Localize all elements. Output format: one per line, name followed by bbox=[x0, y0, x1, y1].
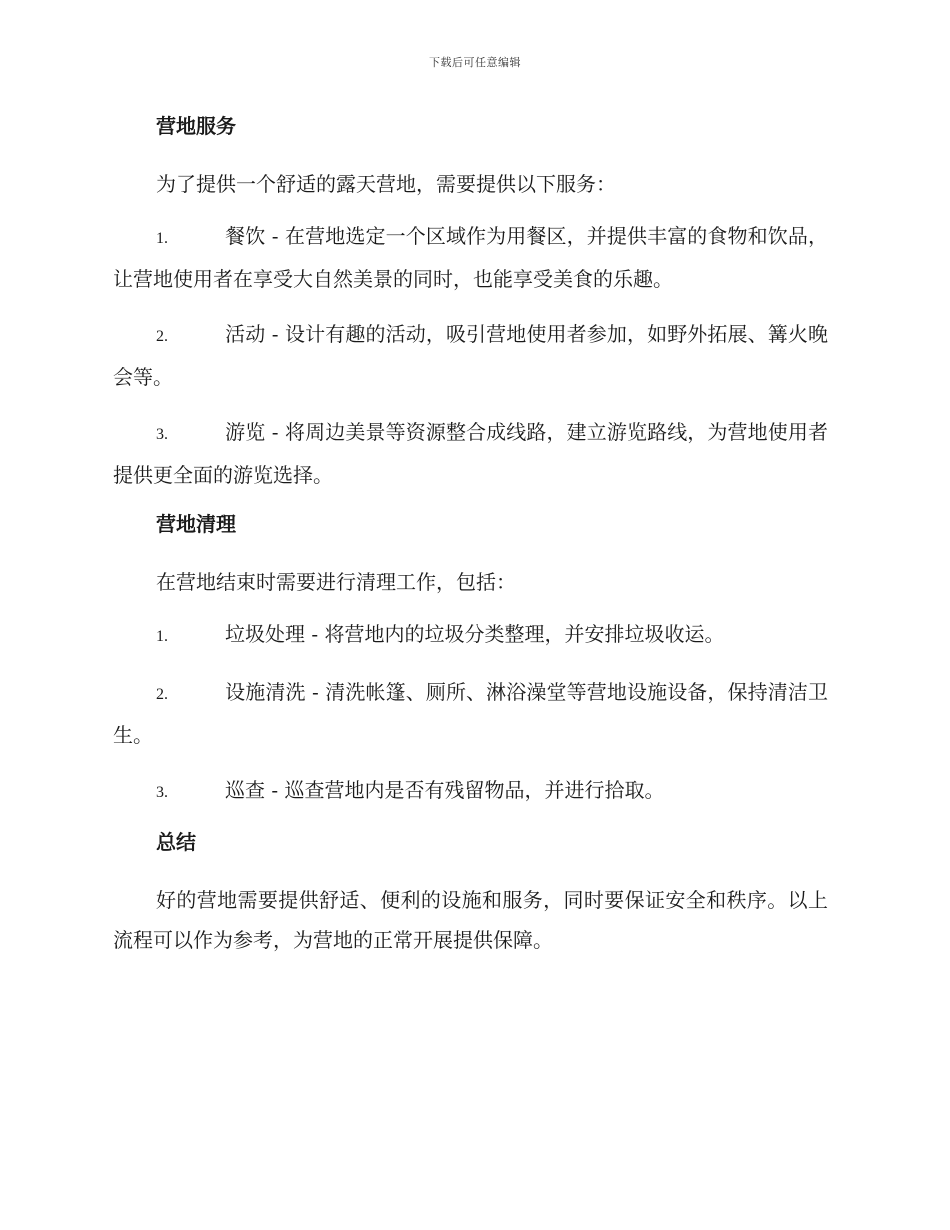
section-summary bbox=[113, 828, 828, 960]
list-item bbox=[113, 412, 828, 495]
section-heading: 营地清理 bbox=[156, 512, 236, 536]
list-item bbox=[113, 672, 828, 755]
section-heading: 营地服务 bbox=[156, 114, 236, 138]
list-item bbox=[113, 770, 828, 813]
document-body bbox=[113, 112, 828, 972]
section-camp-services bbox=[113, 112, 828, 495]
list-item bbox=[113, 216, 828, 299]
list-item bbox=[113, 614, 828, 657]
list-number: 3. bbox=[156, 784, 168, 801]
list-text: 巡查 - 巡查营地内是否有残留物品，并进行拾取。 bbox=[225, 778, 665, 802]
list-item bbox=[113, 314, 828, 397]
list-number: 2. bbox=[156, 686, 168, 703]
list-text: 游览 - 将周边美景等资源整合成线路，建立游览路线，为营地使用者提供更全面的游览选择。 bbox=[113, 420, 828, 487]
section-intro: 在营地结束时需要进行清理工作，包括： bbox=[156, 570, 516, 594]
list-number: 1. bbox=[156, 230, 168, 247]
section-heading: 总结 bbox=[156, 830, 196, 854]
header-note: 下载后可任意编辑 bbox=[429, 56, 521, 69]
section-camp-cleanup bbox=[113, 510, 828, 813]
summary-paragraph: 好的营地需要提供舒适、便利的设施和服务，同时要保证安全和秩序。以上流程可以作为参考，为营地的正常开展提供保障。 bbox=[113, 888, 828, 952]
list-text: 餐饮 - 在营地选定一个区域作为用餐区，并提供丰富的食物和饮品，让营地使用者在享受大自然美景的同时，也能享受美食的乐趣。 bbox=[113, 224, 828, 291]
list-text: 活动 - 设计有趣的活动，吸引营地使用者参加，如野外拓展、篝火晚会等。 bbox=[113, 322, 828, 389]
list-number: 3. bbox=[156, 426, 168, 443]
list-text: 设施清洗 - 清洗帐篷、厕所、淋浴澡堂等营地设施设备，保持清洁卫生。 bbox=[113, 680, 828, 747]
list-number: 2. bbox=[156, 328, 168, 345]
section-intro: 为了提供一个舒适的露天营地，需要提供以下服务： bbox=[156, 172, 616, 196]
list-text: 垃圾处理 - 将营地内的垃圾分类整理，并安排垃圾收运。 bbox=[225, 622, 725, 646]
list-number: 1. bbox=[156, 628, 168, 645]
